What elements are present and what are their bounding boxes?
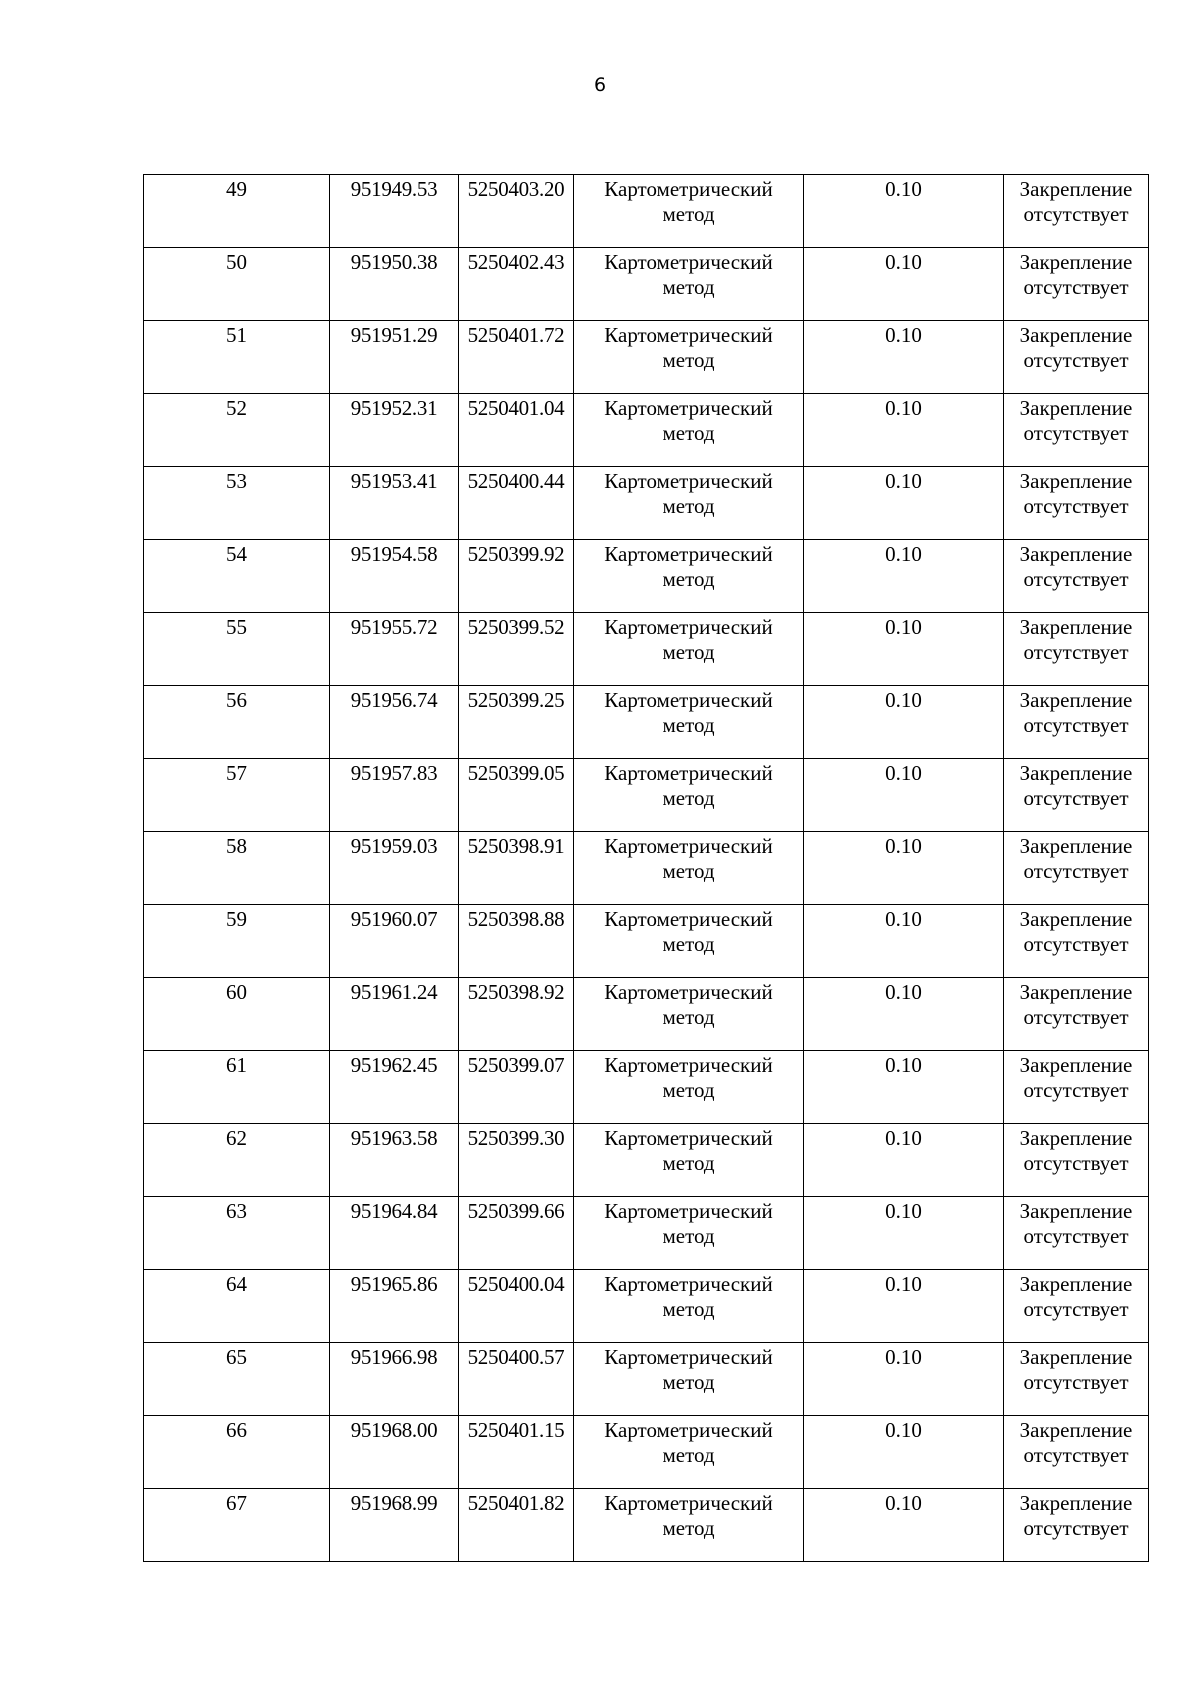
table-row: [144, 686, 1149, 759]
x-coordinate-cell: 951965.86: [330, 1270, 459, 1343]
y-coordinate-cell: 5250399.05: [459, 759, 574, 832]
point-number-cell: 65: [144, 1343, 330, 1416]
y-coordinate-cell: 5250399.25: [459, 686, 574, 759]
method-line-2: метод: [662, 1224, 715, 1248]
accuracy-cell: 0.10: [804, 540, 1004, 613]
x-coordinate-cell: 951956.74: [330, 686, 459, 759]
fixing-cell: [1004, 1343, 1149, 1416]
method-line-1: Картометрический: [604, 542, 773, 566]
x-coordinate-cell: 951968.00: [330, 1416, 459, 1489]
y-coordinate-cell: 5250399.30: [459, 1124, 574, 1197]
point-number-cell: 59: [144, 905, 330, 978]
fixing-line-1: Закрепление: [1019, 907, 1133, 931]
accuracy-cell: 0.10: [804, 175, 1004, 248]
coordinates-table: [143, 174, 1149, 1562]
point-number-cell: 51: [144, 321, 330, 394]
fixing-line-1: Закрепление: [1019, 177, 1133, 201]
method-cell: [574, 905, 804, 978]
fixing-cell: [1004, 540, 1149, 613]
method-line-2: метод: [662, 421, 715, 445]
method-line-1: Картометрический: [604, 1345, 773, 1369]
table-row: [144, 613, 1149, 686]
method-cell: [574, 1051, 804, 1124]
table-row: [144, 905, 1149, 978]
table-row: [144, 394, 1149, 467]
method-line-1: Картометрический: [604, 615, 773, 639]
table-row: [144, 1197, 1149, 1270]
method-line-2: метод: [662, 786, 715, 810]
fixing-line-2: отсутствует: [1023, 494, 1129, 518]
point-number-cell: 66: [144, 1416, 330, 1489]
fixing-line-2: отсутствует: [1023, 1078, 1129, 1102]
point-number-cell: 55: [144, 613, 330, 686]
y-coordinate-cell: 5250401.15: [459, 1416, 574, 1489]
method-line-2: метод: [662, 202, 715, 226]
method-line-2: метод: [662, 1516, 715, 1540]
method-cell: [574, 321, 804, 394]
method-cell: [574, 540, 804, 613]
x-coordinate-cell: 951953.41: [330, 467, 459, 540]
point-number-cell: 54: [144, 540, 330, 613]
point-number-cell: 57: [144, 759, 330, 832]
fixing-line-1: Закрепление: [1019, 834, 1133, 858]
fixing-line-2: отсутствует: [1023, 713, 1129, 737]
table-row: [144, 1416, 1149, 1489]
method-line-2: метод: [662, 1297, 715, 1321]
method-line-2: метод: [662, 275, 715, 299]
x-coordinate-cell: 951954.58: [330, 540, 459, 613]
accuracy-cell: 0.10: [804, 1051, 1004, 1124]
fixing-line-2: отсутствует: [1023, 932, 1129, 956]
fixing-line-1: Закрепление: [1019, 1053, 1133, 1077]
accuracy-cell: 0.10: [804, 1489, 1004, 1562]
x-coordinate-cell: 951968.99: [330, 1489, 459, 1562]
table-row: [144, 832, 1149, 905]
method-line-2: метод: [662, 713, 715, 737]
x-coordinate-cell: 951957.83: [330, 759, 459, 832]
method-line-2: метод: [662, 640, 715, 664]
accuracy-cell: 0.10: [804, 905, 1004, 978]
method-cell: [574, 1124, 804, 1197]
method-cell: [574, 759, 804, 832]
fixing-line-1: Закрепление: [1019, 761, 1133, 785]
fixing-line-2: отсутствует: [1023, 1151, 1129, 1175]
method-cell: [574, 1343, 804, 1416]
method-cell: [574, 467, 804, 540]
method-cell: [574, 832, 804, 905]
method-line-2: метод: [662, 1151, 715, 1175]
method-line-1: Картометрический: [604, 250, 773, 274]
fixing-line-1: Закрепление: [1019, 1418, 1133, 1442]
fixing-line-1: Закрепление: [1019, 980, 1133, 1004]
fixing-line-2: отсутствует: [1023, 1516, 1129, 1540]
fixing-cell: [1004, 394, 1149, 467]
y-coordinate-cell: 5250399.52: [459, 613, 574, 686]
accuracy-cell: 0.10: [804, 1270, 1004, 1343]
y-coordinate-cell: 5250400.44: [459, 467, 574, 540]
fixing-cell: [1004, 1124, 1149, 1197]
fixing-cell: [1004, 832, 1149, 905]
x-coordinate-cell: 951962.45: [330, 1051, 459, 1124]
fixing-line-1: Закрепление: [1019, 1126, 1133, 1150]
method-line-1: Картометрический: [604, 469, 773, 493]
method-line-2: метод: [662, 567, 715, 591]
y-coordinate-cell: 5250399.66: [459, 1197, 574, 1270]
fixing-line-2: отсутствует: [1023, 859, 1129, 883]
method-line-1: Картометрический: [604, 1126, 773, 1150]
table-row: [144, 467, 1149, 540]
fixing-cell: [1004, 1270, 1149, 1343]
method-line-1: Картометрический: [604, 834, 773, 858]
fixing-line-2: отсутствует: [1023, 1005, 1129, 1029]
point-number-cell: 67: [144, 1489, 330, 1562]
method-cell: [574, 1416, 804, 1489]
point-number-cell: 53: [144, 467, 330, 540]
method-line-1: Картометрический: [604, 688, 773, 712]
fixing-line-1: Закрепление: [1019, 1199, 1133, 1223]
fixing-cell: [1004, 978, 1149, 1051]
y-coordinate-cell: 5250398.91: [459, 832, 574, 905]
fixing-line-2: отсутствует: [1023, 1370, 1129, 1394]
accuracy-cell: 0.10: [804, 686, 1004, 759]
x-coordinate-cell: 951955.72: [330, 613, 459, 686]
x-coordinate-cell: 951951.29: [330, 321, 459, 394]
method-line-1: Картометрический: [604, 1418, 773, 1442]
method-line-2: метод: [662, 1005, 715, 1029]
x-coordinate-cell: 951949.53: [330, 175, 459, 248]
fixing-line-1: Закрепление: [1019, 469, 1133, 493]
fixing-line-2: отсутствует: [1023, 640, 1129, 664]
method-line-2: метод: [662, 859, 715, 883]
y-coordinate-cell: 5250398.88: [459, 905, 574, 978]
fixing-line-1: Закрепление: [1019, 323, 1133, 347]
fixing-line-2: отсутствует: [1023, 567, 1129, 591]
x-coordinate-cell: 951952.31: [330, 394, 459, 467]
method-cell: [574, 1197, 804, 1270]
fixing-line-2: отсутствует: [1023, 275, 1129, 299]
fixing-line-2: отсутствует: [1023, 1224, 1129, 1248]
point-number-cell: 58: [144, 832, 330, 905]
method-cell: [574, 248, 804, 321]
table-row: [144, 175, 1149, 248]
method-cell: [574, 978, 804, 1051]
table-row: [144, 321, 1149, 394]
method-cell: [574, 1270, 804, 1343]
method-line-2: метод: [662, 932, 715, 956]
fixing-cell: [1004, 175, 1149, 248]
table-row: [144, 248, 1149, 321]
fixing-line-1: Закрепление: [1019, 1491, 1133, 1515]
fixing-cell: [1004, 905, 1149, 978]
fixing-cell: [1004, 1051, 1149, 1124]
fixing-line-2: отсутствует: [1023, 1297, 1129, 1321]
fixing-line-1: Закрепление: [1019, 542, 1133, 566]
fixing-cell: [1004, 1197, 1149, 1270]
y-coordinate-cell: 5250401.04: [459, 394, 574, 467]
table-row: [144, 1489, 1149, 1562]
point-number-cell: 60: [144, 978, 330, 1051]
method-line-2: метод: [662, 1443, 715, 1467]
point-number-cell: 64: [144, 1270, 330, 1343]
table-row: [144, 978, 1149, 1051]
accuracy-cell: 0.10: [804, 759, 1004, 832]
table-row: [144, 759, 1149, 832]
fixing-line-1: Закрепление: [1019, 396, 1133, 420]
point-number-cell: 50: [144, 248, 330, 321]
method-line-1: Картометрический: [604, 1272, 773, 1296]
fixing-cell: [1004, 1416, 1149, 1489]
x-coordinate-cell: 951950.38: [330, 248, 459, 321]
accuracy-cell: 0.10: [804, 613, 1004, 686]
fixing-line-2: отсутствует: [1023, 786, 1129, 810]
y-coordinate-cell: 5250402.43: [459, 248, 574, 321]
accuracy-cell: 0.10: [804, 394, 1004, 467]
fixing-line-1: Закрепление: [1019, 250, 1133, 274]
method-line-1: Картометрический: [604, 323, 773, 347]
point-number-cell: 49: [144, 175, 330, 248]
method-line-1: Картометрический: [604, 980, 773, 1004]
y-coordinate-cell: 5250401.82: [459, 1489, 574, 1562]
x-coordinate-cell: 951966.98: [330, 1343, 459, 1416]
x-coordinate-cell: 951960.07: [330, 905, 459, 978]
fixing-cell: [1004, 613, 1149, 686]
table-row: [144, 1343, 1149, 1416]
fixing-line-2: отсутствует: [1023, 1443, 1129, 1467]
method-cell: [574, 1489, 804, 1562]
y-coordinate-cell: 5250399.92: [459, 540, 574, 613]
accuracy-cell: 0.10: [804, 1124, 1004, 1197]
x-coordinate-cell: 951963.58: [330, 1124, 459, 1197]
method-line-2: метод: [662, 348, 715, 372]
point-number-cell: 61: [144, 1051, 330, 1124]
y-coordinate-cell: 5250401.72: [459, 321, 574, 394]
fixing-cell: [1004, 1489, 1149, 1562]
accuracy-cell: 0.10: [804, 1343, 1004, 1416]
method-cell: [574, 686, 804, 759]
x-coordinate-cell: 951959.03: [330, 832, 459, 905]
table-row: [144, 540, 1149, 613]
fixing-line-2: отсутствует: [1023, 421, 1129, 445]
x-coordinate-cell: 951964.84: [330, 1197, 459, 1270]
y-coordinate-cell: 5250398.92: [459, 978, 574, 1051]
table-row: [144, 1051, 1149, 1124]
point-number-cell: 56: [144, 686, 330, 759]
y-coordinate-cell: 5250400.04: [459, 1270, 574, 1343]
accuracy-cell: 0.10: [804, 1197, 1004, 1270]
accuracy-cell: 0.10: [804, 467, 1004, 540]
fixing-cell: [1004, 467, 1149, 540]
method-cell: [574, 175, 804, 248]
table-body: [144, 175, 1149, 1562]
fixing-line-1: Закрепление: [1019, 1272, 1133, 1296]
fixing-line-1: Закрепление: [1019, 1345, 1133, 1369]
accuracy-cell: 0.10: [804, 832, 1004, 905]
x-coordinate-cell: 951961.24: [330, 978, 459, 1051]
point-number-cell: 52: [144, 394, 330, 467]
accuracy-cell: 0.10: [804, 248, 1004, 321]
y-coordinate-cell: 5250399.07: [459, 1051, 574, 1124]
accuracy-cell: 0.10: [804, 1416, 1004, 1489]
y-coordinate-cell: 5250400.57: [459, 1343, 574, 1416]
method-line-2: метод: [662, 494, 715, 518]
fixing-cell: [1004, 759, 1149, 832]
method-cell: [574, 613, 804, 686]
fixing-cell: [1004, 686, 1149, 759]
point-number-cell: 62: [144, 1124, 330, 1197]
fixing-line-2: отсутствует: [1023, 348, 1129, 372]
point-number-cell: 63: [144, 1197, 330, 1270]
method-line-2: метод: [662, 1370, 715, 1394]
method-line-1: Картометрический: [604, 1199, 773, 1223]
method-line-1: Картометрический: [604, 396, 773, 420]
table-row: [144, 1270, 1149, 1343]
fixing-line-2: отсутствует: [1023, 202, 1129, 226]
method-line-1: Картометрический: [604, 1491, 773, 1515]
method-line-1: Картометрический: [604, 177, 773, 201]
method-line-1: Картометрический: [604, 1053, 773, 1077]
fixing-line-1: Закрепление: [1019, 615, 1133, 639]
accuracy-cell: 0.10: [804, 321, 1004, 394]
accuracy-cell: 0.10: [804, 978, 1004, 1051]
table-row: [144, 1124, 1149, 1197]
page-number: 6: [593, 74, 607, 96]
method-line-1: Картометрический: [604, 907, 773, 931]
method-line-2: метод: [662, 1078, 715, 1102]
fixing-cell: [1004, 248, 1149, 321]
fixing-cell: [1004, 321, 1149, 394]
method-cell: [574, 394, 804, 467]
method-line-1: Картометрический: [604, 761, 773, 785]
y-coordinate-cell: 5250403.20: [459, 175, 574, 248]
fixing-line-1: Закрепление: [1019, 688, 1133, 712]
